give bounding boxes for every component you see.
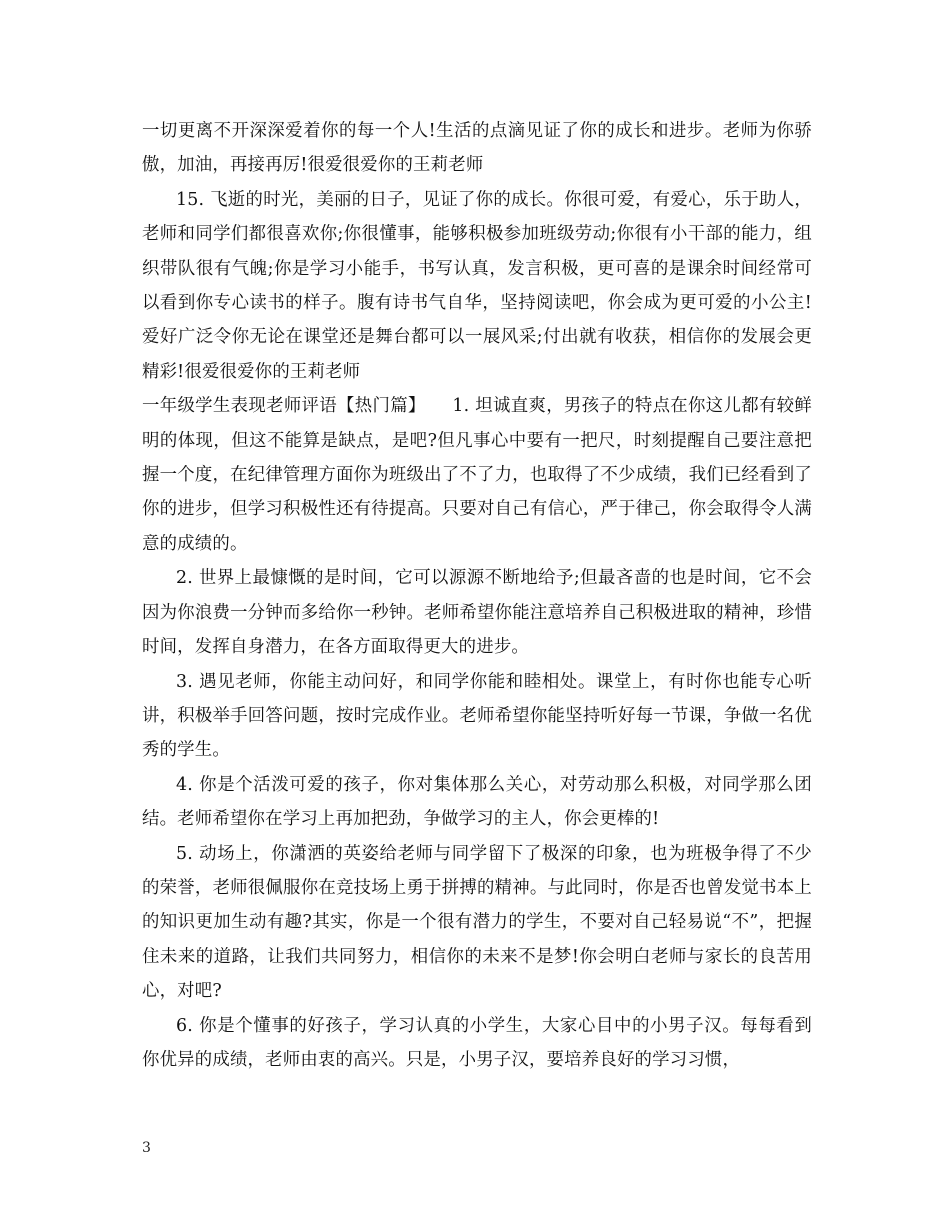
document-body <box>142 114 812 1077</box>
paragraph-comment-15: 15. 飞逝的时光，美丽的日子，见证了你的成长。你很可爱，有爱心，乐于助人，老师和同学们都很喜欢你;你很懂事，能够积极参加班级劳动;你很有小干部的能力，组织带队很有气魄;你是学习小能手，书写认真，发言积极，更可喜的是课余时间经常可以看到你专心读书的样子。腹有诗书气自华，坚持阅读吧，你会成为更可爱的小公主!爱好广泛令你无论在课堂还是舞台都可以一展风采;付出就有收获，相信你的发展会更精彩!很爱很爱你的王莉老师 <box>142 189 812 382</box>
paragraph-comment-3: 3. 遇见老师，你能主动问好，和同学你能和睦相处。课堂上，有时你也能专心听讲，积极举手回答问题，按时完成作业。老师希望你能坚持听好每一节课，争做一名优秀的学生。 <box>142 671 812 761</box>
paragraph-section-heading-comment-1: 一年级学生表现老师评语【热门篇】 1. 坦诚直爽，男孩子的特点在你这儿都有较鲜明的体现，但这不能算是缺点，是吧?但凡事心中要有一把尺，时刻提醒自己要注意把握一个度，在纪律管理方面你为班级出了不了力，也取得了不少成绩，我们已经看到了你的进步，但学习积极性还有待提高。只要对自己有信心，严于律己，你会取得令人满意的成绩的。 <box>142 396 812 554</box>
paragraph-comment-5: 5. 动场上，你潇洒的英姿给老师与同学留下了极深的印象，也为班极争得了不少的荣誉，老师很佩服你在竞技场上勇于拼搏的精神。与此同时，你是否也曾发觉书本上的知识更加生动有趣?其实，你是一个很有潜力的学生，不要对自己轻易说“不”，把握住未来的道路，让我们共同努力，相信你的未来不是梦!你会明白老师与家长的良苦用心，对吧? <box>142 843 812 1002</box>
paragraph-comment-6: 6. 你是个懂事的好孩子，学习认真的小学生，大家心目中的小男子汉。每每看到你优异的成绩，老师由衷的高兴。只是，小男子汉，要培养良好的学习习惯， <box>142 1015 812 1070</box>
paragraph-comment-2: 2. 世界上最慷慨的是时间，它可以源源不断地给予;但最吝啬的也是时间，它不会因为你浪费一分钟而多给你一秒钟。老师希望你能注意培养自己积极进取的精神，珍惜时间，发挥自身潜力，在各方面取得更大的进步。 <box>142 568 812 658</box>
page-number: 3 <box>142 1140 151 1156</box>
paragraph-continued: 一切更离不开深深爱着你的每一个人!生活的点滴见证了你的成长和进步。老师为你骄傲，加油，再接再厉!很爱很爱你的王莉老师 <box>142 121 812 176</box>
paragraph-comment-4: 4. 你是个活泼可爱的孩子，你对集体那么关心，对劳动那么积极，对同学那么团结。老师希望你在学习上再加把劲，争做学习的主人，你会更棒的! <box>142 774 812 830</box>
